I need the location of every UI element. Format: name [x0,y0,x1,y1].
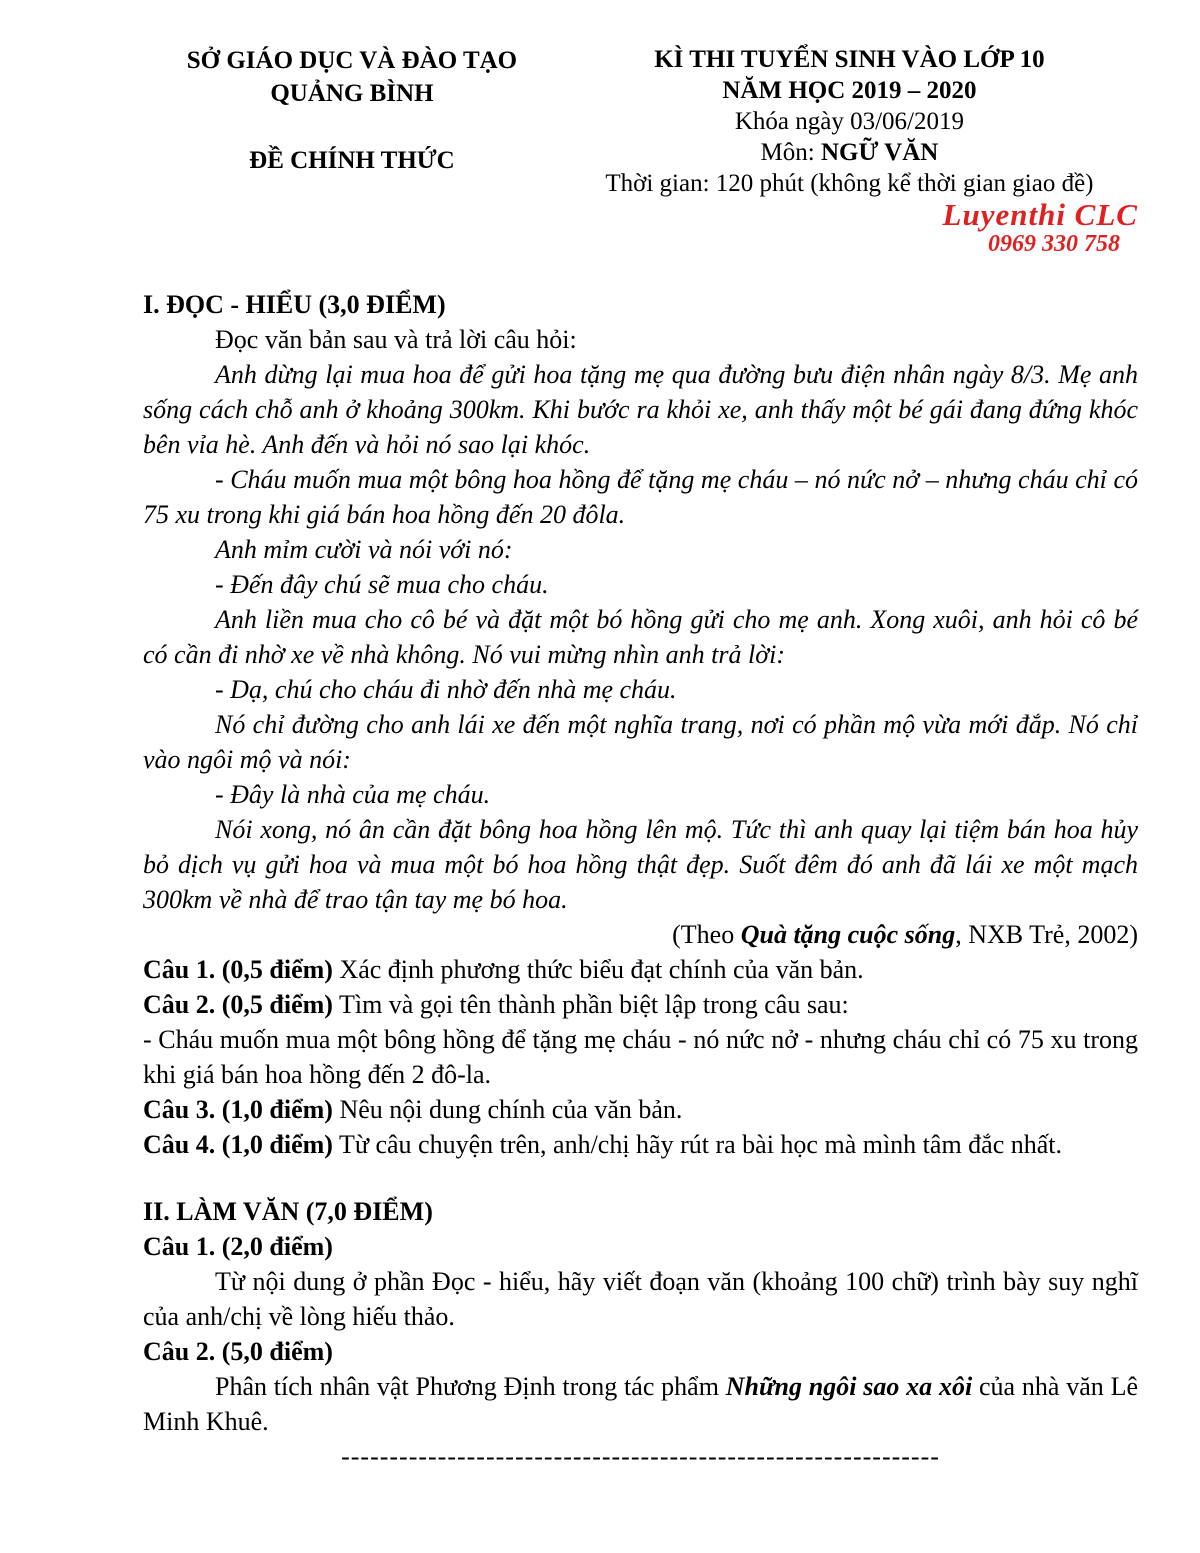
question-1-label: Câu 1. (0,5 điểm) [143,954,333,984]
passage-paragraph: Nó chỉ đường cho anh lái xe đến một nghĩa trang, nơi có phần mộ vừa mới đắp. Nó chỉ vào ngôi mộ và nói: [143,709,1138,774]
section1-title: I. ĐỌC - HIỂU (3,0 ĐIỂM) [143,289,446,319]
duration-line: Thời gian: 120 phút (không kể thời gian giao đề) [605,170,1094,197]
subject-line [561,137,1138,168]
passage-paragraph: - Đến đây chú sẽ mua cho cháu. [215,569,549,599]
question-4-text: Từ câu chuyện trên, anh/chị hãy rút ra bài học mà mình tâm đắc nhất. [338,1129,1063,1159]
source-book-title: Quà tặng cuộc sống [740,919,956,949]
q2-text-after: của nhà văn Lê Minh Khuê. [143,1371,1138,1436]
subject-prefix: Môn: [760,139,821,166]
header-right-block [561,44,1138,257]
question-3-text: Nêu nội dung chính của văn bản. [339,1094,683,1124]
passage-paragraph: - Cháu muốn mua một bông hoa hồng để tặng mẹ cháu – nó nức nở – nhưng cháu chỉ có 75 xu trong khi giá bán hoa hồng đến 20 đôla. [143,464,1138,529]
passage-paragraph: Anh mỉm cười và nói với nó: [215,534,513,564]
source-prefix: (Theo [672,919,741,949]
passage-paragraph: - Đây là nhà của mẹ cháu. [215,779,491,809]
section2-title: II. LÀM VĂN (7,0 ĐIỂM) [143,1196,433,1226]
passage-paragraph: - Dạ, chú cho cháu đi nhờ đến nhà mẹ cháu. [215,674,677,704]
question-4 [143,1127,1138,1162]
passage-source [143,917,1138,952]
section2-question-1-text: Từ nội dung ở phần Đọc - hiểu, hãy viết đoạn văn (khoảng 100 chữ) trình bày suy nghĩ của anh/chị về lòng hiếu thảo. [143,1266,1138,1331]
q2-work-title: Những ngôi sao xa xôi [725,1371,973,1401]
section2 [143,1194,1138,1439]
exam-name: KÌ THI TUYỂN SINH VÀO LỚP 10 [654,46,1045,73]
official-exam-label: ĐỀ CHÍNH THỨC [249,147,455,174]
passage-paragraph: Anh liền mua cho cô bé và đặt một bó hồng gửi cho mẹ anh. Xong xuôi, anh hỏi cô bé có cần đi nhờ xe về nhà không. Nó vui mừng nhìn anh trả lời: [143,604,1138,669]
section2-question-2-text [143,1369,1138,1439]
session-date: Khóa ngày 03/06/2019 [734,108,964,135]
q2-text-before: Phân tích nhân vật Phương Định trong tác phẩm [215,1371,726,1401]
question-2-label: Câu 2. (0,5 điểm) [143,989,333,1019]
question-3-label: Câu 3. (1,0 điểm) [143,1094,333,1124]
question-4-label: Câu 4. (1,0 điểm) [143,1129,333,1159]
page-header [143,44,1138,257]
section2-question-1-label: Câu 1. (2,0 điểm) [143,1231,333,1261]
passage-paragraph: Anh dừng lại mua hoa để gửi hoa tặng mẹ qua đường bưu điện nhân ngày 8/3. Mẹ anh sống cách chỗ anh ở khoảng 300km. Khi bước ra khỏi xe, anh thấy một bé gái đang đứng khóc bên vỉa hè. Anh đến và hỏi nó sao lại khóc. [143,359,1138,459]
logo-phone-number: 0969 330 758 [987,230,1120,257]
coaching-logo [561,199,1138,257]
logo-text: Luyenthi CLC [942,197,1138,232]
department-name: SỞ GIÁO DỤC VÀ ĐÀO TẠO [186,47,518,74]
question-1 [143,952,1138,987]
school-year: NĂM HỌC 2019 – 2020 [722,77,977,104]
section1-intro: Đọc văn bản sau và trả lời câu hỏi: [215,324,577,354]
question-2-quote: - Cháu muốn mua một bông hồng để tặng mẹ cháu - nó nức nở - nhưng cháu chỉ có 75 xu trong khi giá bán hoa hồng đến 2 đô-la. [143,1024,1138,1089]
passage-paragraph: Nói xong, nó ân cần đặt bông hoa hồng lên mộ. Tức thì anh quay lại tiệm bán hoa hủy bỏ dịch vụ gửi hoa và mua một bó hoa hồng thật đẹp. Suốt đêm đó anh đã lái xe một mạch 300km về nhà để trao tận tay mẹ bó hoa. [143,814,1138,914]
province-name: QUẢNG BÌNH [270,80,434,107]
exam-body [143,287,1138,1474]
header-left-block [143,44,561,257]
section2-question-2-label: Câu 2. (5,0 điểm) [143,1336,333,1366]
question-3 [143,1092,1138,1127]
subject-name: NGỮ VĂN [820,139,939,166]
end-separator-line: -------------------------------------------------------------- [341,1441,940,1471]
question-2-text: Tìm và gọi tên thành phần biệt lập trong câu sau: [338,989,849,1019]
question-2 [143,987,1138,1022]
source-suffix: , NXB Trẻ, 2002) [955,919,1138,949]
question-1-text: Xác định phương thức biểu đạt chính của văn bản. [339,954,864,984]
